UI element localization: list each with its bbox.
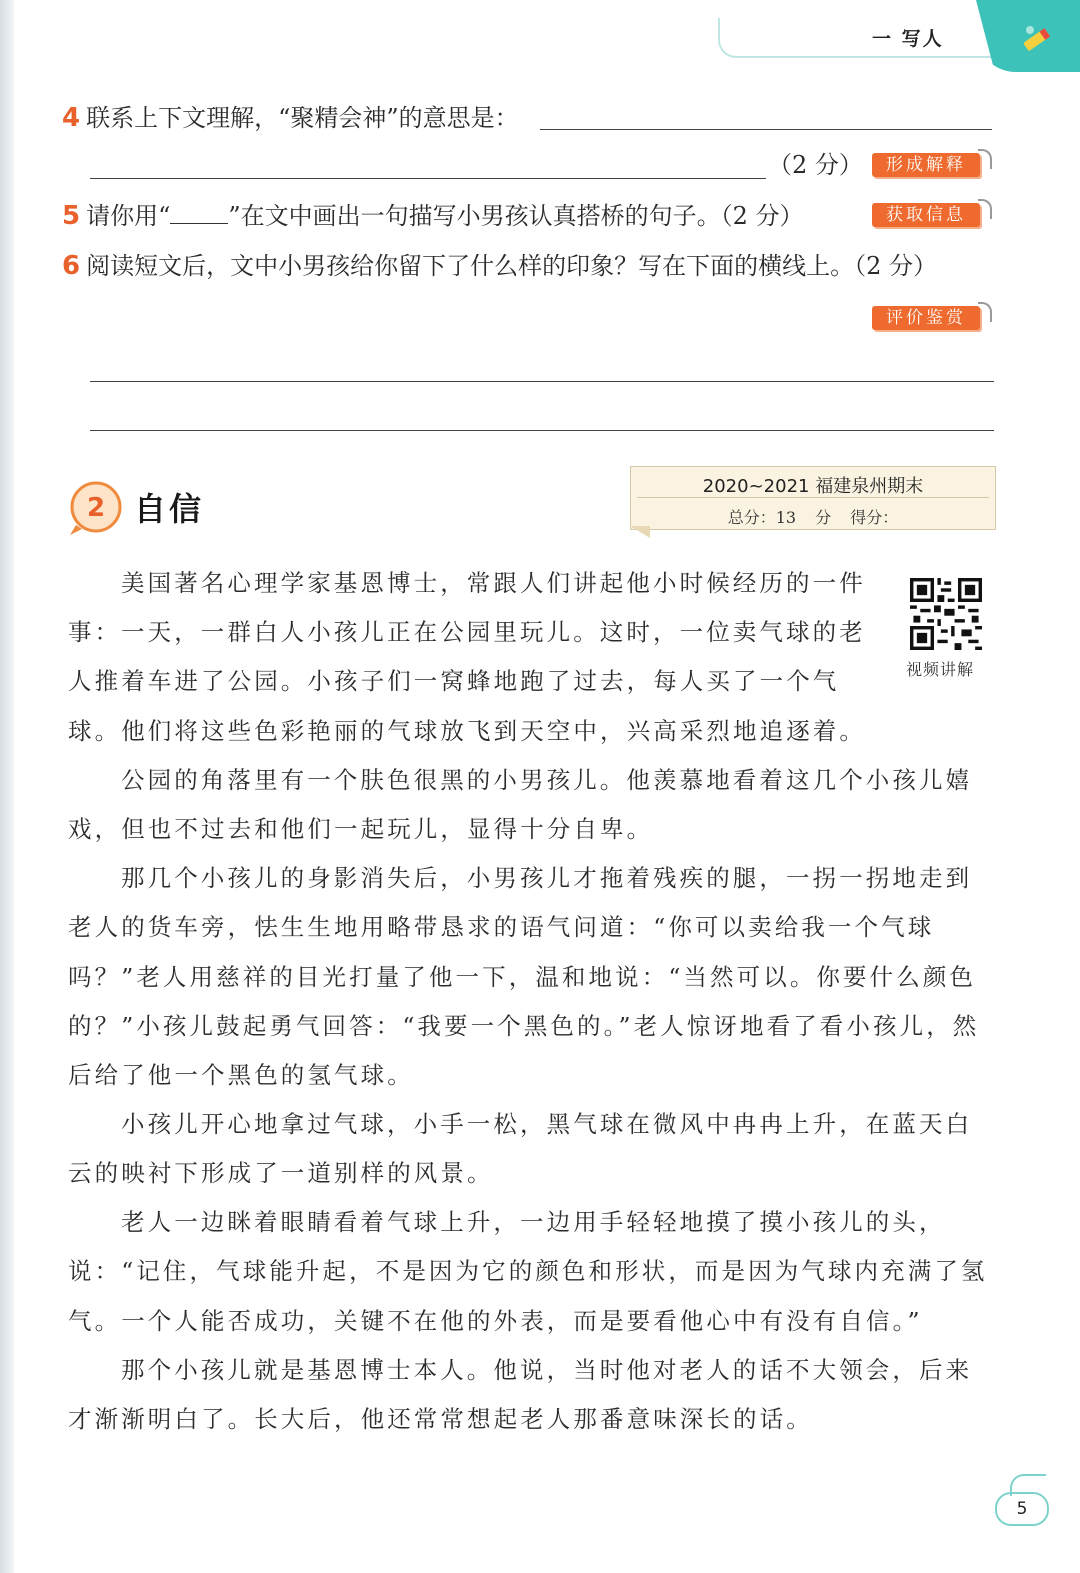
qr-code-icon[interactable] [910,578,982,650]
skill-tag-label: 获取信息 [886,205,966,225]
source-label: 2020~2021 福建泉州期末 [702,476,924,497]
skill-tag-label: 评价鉴赏 [886,308,966,328]
answer-line[interactable] [540,129,992,130]
skill-tag-label: 形成解释 [886,155,966,175]
question-number: 4 [62,103,81,133]
passage-paragraph: 美国著名心理学家基恩博士，常跟人们讲起他小时候经历的一件事： [68,569,866,647]
tag-hook-icon [978,199,992,219]
skill-tag [872,153,980,177]
page-edge [0,0,14,1573]
section-title: 自信 [134,490,205,528]
question-6 [62,249,937,283]
tag-hook-icon [978,302,992,322]
question-text: 联系上下文理解，“聚精会神”的意思是： [86,104,519,132]
score-line [631,505,995,528]
source-info-box [630,466,996,530]
question-text: ”在文中画出一句描写小男孩认真搭桥的句子。（2 分） [228,202,804,230]
answer-line[interactable] [90,178,766,179]
skill-tag [872,203,980,227]
total-score: 总分：13 分 [727,508,832,527]
question-text: 请你用“ [86,202,171,230]
wavy-line-mark [170,203,228,224]
qr-label: 视频讲解 [906,660,975,679]
passage-paragraph: 公园的角落里有一个肤色很黑的小男孩儿。他羡慕地看着这几个小孩儿嬉戏，但也不过去和他们一起玩儿，显得十分自卑。 [68,766,973,844]
passage-paragraph: 那个小孩儿就是基恩博士本人。他说，当时他对老人的话不大领会，后来才渐渐明白了。长大后，他还常常想起老人那番意味深长的话。 [68,1356,973,1434]
answer-line[interactable] [90,381,994,382]
question-4 [62,101,519,135]
section-number-badge [66,481,122,537]
score-field[interactable]: 得分： [850,508,899,527]
passage-paragraph: 老人一边眯着眼睛看着气球上升，一边用手轻轻地摸了摸小孩儿的头，说：“记住，气球能升起，不是因为它的颜色和形状，而是因为气球内充满了氢气。一个人能否成功，关键不在他的外表，而是要看他心中有没有自信。” [68,1208,988,1335]
question-5 [62,199,804,233]
passage-paragraph: 那几个小孩儿的身影消失后，小男孩儿才拖着残疾的腿，一拐一拐地走到老人的货车旁，怯生生地用略带恳求的语气问道：“你可以卖给我一个气球吗？”老人用慈祥的目光打量了他一下，温和地说：“当然可以。你要什么颜色的？”小孩儿鼓起勇气回答：“我要一个黑色的。”老人惊讶地看了看小孩儿，然后给了他一个黑色的氢气球。 [68,864,980,1090]
header-bar [718,18,1020,58]
answer-line[interactable] [90,430,994,431]
question-number: 6 [62,251,81,281]
divider [637,497,989,498]
pencil-icon [1018,20,1058,60]
question-text: 阅读短文后，文中小男孩给你留下了什么样的印象？写在下面的横线上。（2 分） [86,252,937,280]
question-number: 5 [62,201,81,231]
info-box-fold [630,526,650,538]
passage-paragraph: 一天，一群白人小孩儿正在公园里玩儿。这时，一位卖气球的老人推着车进了公园。小孩子们一窝蜂地跑了过去，每人买了一个气球。他们将这些色彩艳丽的气球放飞到天空中，兴高采烈地追逐着。 [68,618,866,745]
skill-tag [872,306,980,330]
section-number: 2 [86,493,106,523]
passage-paragraph: 小孩儿开心地拿过气球，小手一松，黑气球在微风中冉冉上升，在蓝天白云的映衬下形成了一道别样的风景。 [68,1110,973,1188]
question-score: （2 分） [768,151,863,179]
chapter-title: 一 写人 [872,28,944,50]
tag-hook-icon [978,149,992,169]
page-number: 5 [995,1492,1049,1526]
